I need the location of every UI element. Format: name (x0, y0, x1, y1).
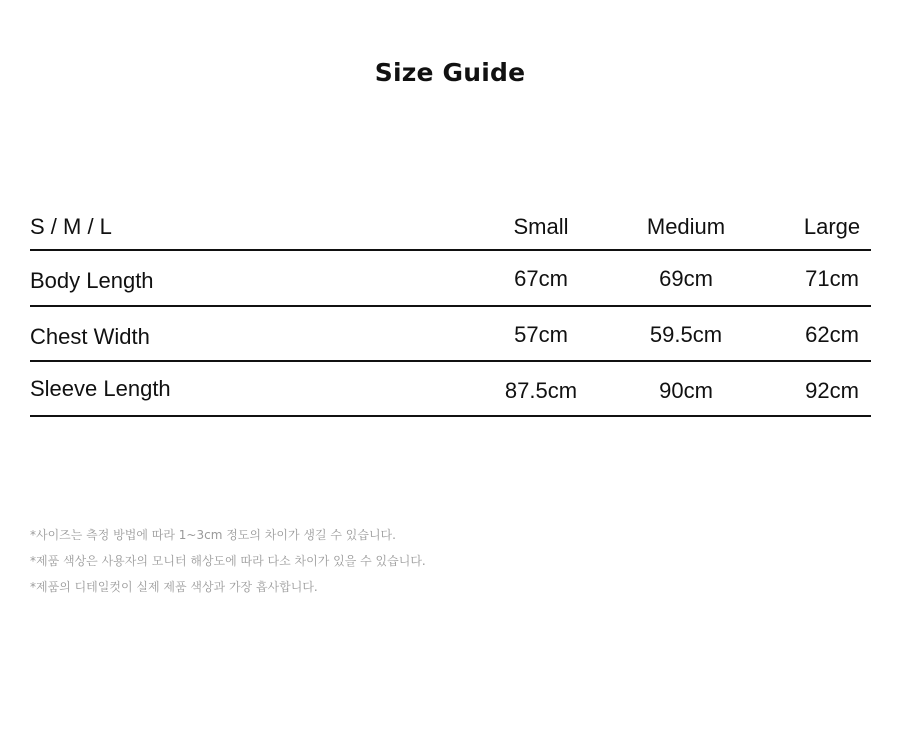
header-medium: Medium (646, 214, 726, 239)
table-row (30, 362, 871, 417)
cell-small: 67cm (514, 266, 568, 291)
header-small: Small (513, 214, 569, 239)
table-header-row (30, 208, 871, 251)
table-row (30, 307, 871, 362)
note-detail-cut: *제품의 디테일컷이 실제 제품 색상과 가장 흡사합니다. (30, 580, 318, 594)
cell-medium: 59.5cm (649, 322, 723, 347)
cell-medium: 90cm (659, 378, 713, 403)
cell-small: 87.5cm (504, 378, 578, 403)
cell-large: 92cm (805, 378, 859, 403)
cell-small: 57cm (514, 322, 568, 347)
note-measurement: *사이즈는 측정 방법에 따라 1~3cm 정도의 차이가 생길 수 있습니다. (30, 528, 396, 542)
cell-large: 62cm (805, 322, 859, 347)
row-label: Chest Width (30, 324, 150, 349)
row-label: Body Length (30, 268, 154, 293)
row-label: Sleeve Length (30, 376, 171, 401)
table-row (30, 251, 871, 307)
cell-large: 71cm (805, 266, 859, 291)
size-table (30, 208, 871, 417)
header-large: Large (803, 214, 861, 239)
cell-medium: 69cm (659, 266, 713, 291)
header-label: S / M / L (30, 214, 112, 239)
page-title: Size Guide (374, 58, 526, 87)
note-color-monitor: *제품 색상은 사용자의 모니터 해상도에 따라 다소 차이가 있을 수 있습니다. (30, 554, 426, 568)
size-notes (30, 527, 426, 605)
